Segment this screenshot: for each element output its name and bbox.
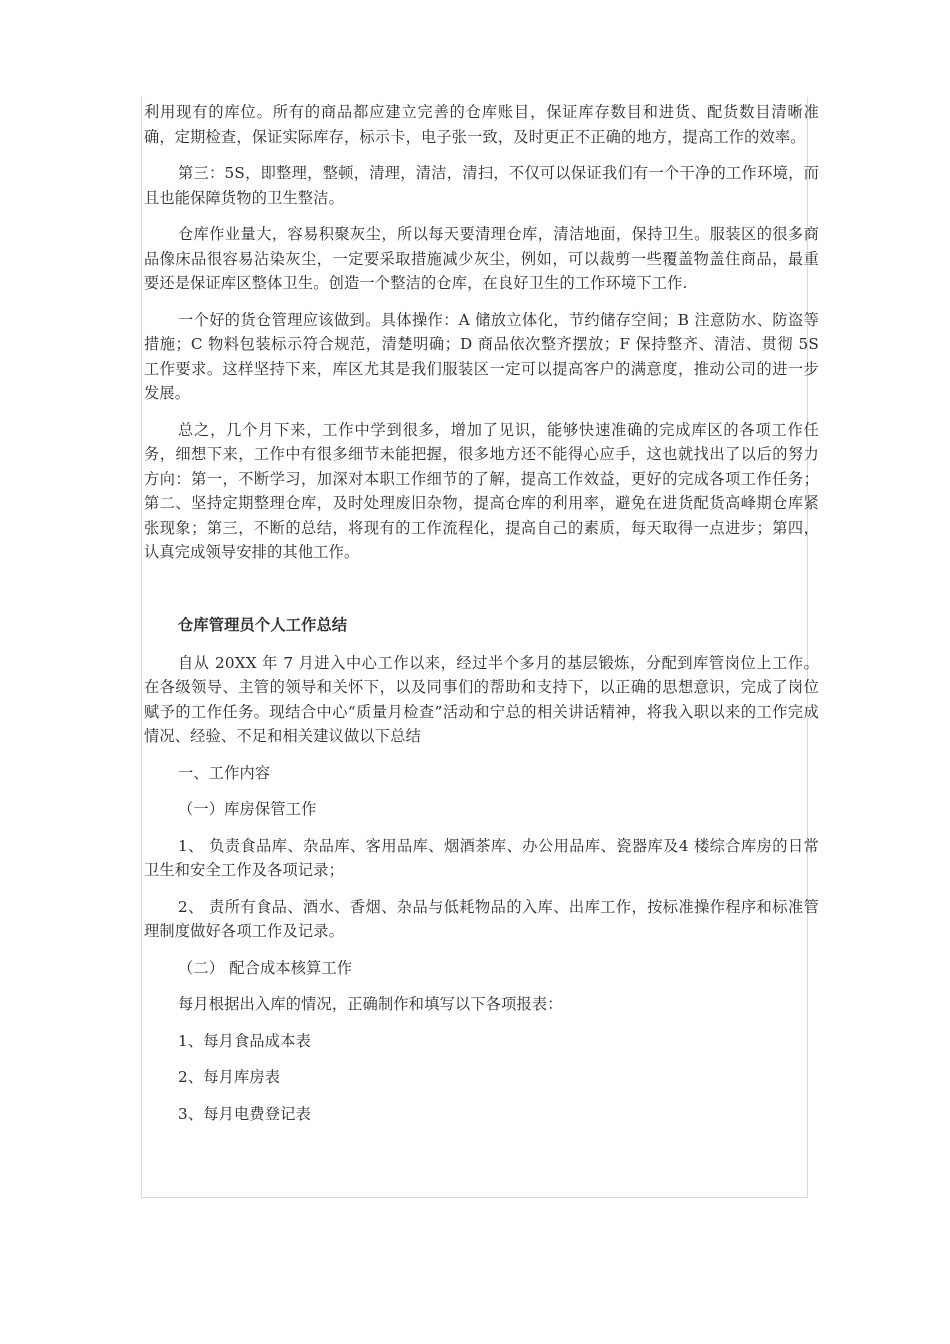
paragraph-continuation: 利用现有的库位。所有的商品都应建立完善的仓库账目，保证库存数目和进货、配货数目清晰准确，定期检查，保证实际库存，标示卡，电子张一致，及时更正不正确的地方，提高工作的效率。 (144, 103, 819, 146)
report-item: 2、每月库房表 (178, 1068, 281, 1086)
paragraph-conclusion: 总之，几个月下来，工作中学到很多，增加了见识，能够快速准确的完成库区的各项工作任务，细想下来，工作中有很多细节未能把握，很多地方还不能得心应手，这也就找出了以后的努力方向：第一，不断学习，加深对本职工作细节的了解，提高工作效益，更好的完成各项工作任务； 第二、坚持定期整理仓库，及时处理废旧杂物，提高仓库的利用率，避免在进货配货高峰期仓库紧张现象；第三，不断的总结，将现有的工作流程化，提高自己的素质，每天取得一点进步；第四，认真完成领导安排的其他工作。 (144, 420, 819, 561)
paragraph-5s: 第三：5S，即整理，整顿，清理，清洁，清扫，不仅可以保证我们有一个干净的工作环境，而且也能保障货物的卫生整洁。 (144, 164, 819, 207)
paragraph-warehouse-management: 一个好的货仓管理应该做到。具体操作：A 储放立体化，节约储存空间；B 注意防水、防盗等措施；C 物料包装标示符合规范，清楚明确；D 商品依次整齐摆放；F 保持整齐、清洁、贯彻 5S 工作要求。这样坚持下来，库区尤其是我们服装区一定可以提高客户的满意度，推动公司的进一步发展。 (144, 310, 819, 402)
paragraph-monthly-reports: 每月根据出入库的情况，正确制作和填写以下各项报表： (178, 995, 563, 1013)
list-item-2: 2、 责所有食品、酒水、香烟、杂品与低耗物品的入库、出库工作，按标准操作程序和标准管理制度做好各项工作及记录。 (144, 897, 819, 940)
subheading-storage: （一）库房保管工作 (178, 800, 317, 818)
report-item: 3、每月电费登记表 (178, 1104, 311, 1123)
document-body (144, 100, 819, 1126)
heading-work-content: 一、工作内容 (178, 763, 271, 782)
paragraph-intro: 自从 20XX 年 7 月进入中心工作以来，经过半个多月的基层锻炼，分配到库管岗位上工作。在各级领导、主管的领导和关怀下，以及同事们的帮助和支持下，以正确的思想意识，完成了岗位赋予的工作任务。现结合中心“质量月检查”活动和宁总的相关讲话精神，将我入职以来的工作完成情况、经验、不足和相关建议做以下总结 (144, 653, 819, 745)
list-item-1: 1、 负责食品库、杂品库、客用品库、烟酒茶库、办公用品库、瓷器库及4 楼综合库房的日常卫生和安全工作及各项记录； (144, 836, 819, 879)
report-item: 1、每月食品成本表 (178, 1031, 311, 1050)
section-title: 仓库管理员个人工作总结 (178, 615, 348, 634)
subheading-cost: （二） 配合成本核算工作 (178, 958, 353, 977)
paragraph-cleaning: 仓库作业量大，容易积聚灰尘，所以每天要清理仓库，清洁地面，保持卫生。服装区的很多商品像床品很容易沾染灰尘，一定要采取措施减少灰尘，例如，可以裁剪一些覆盖物盖住商品，最重要还是保证库区整体卫生。创造一个整洁的仓库，在良好卫生的工作环境下工作. (144, 225, 819, 292)
